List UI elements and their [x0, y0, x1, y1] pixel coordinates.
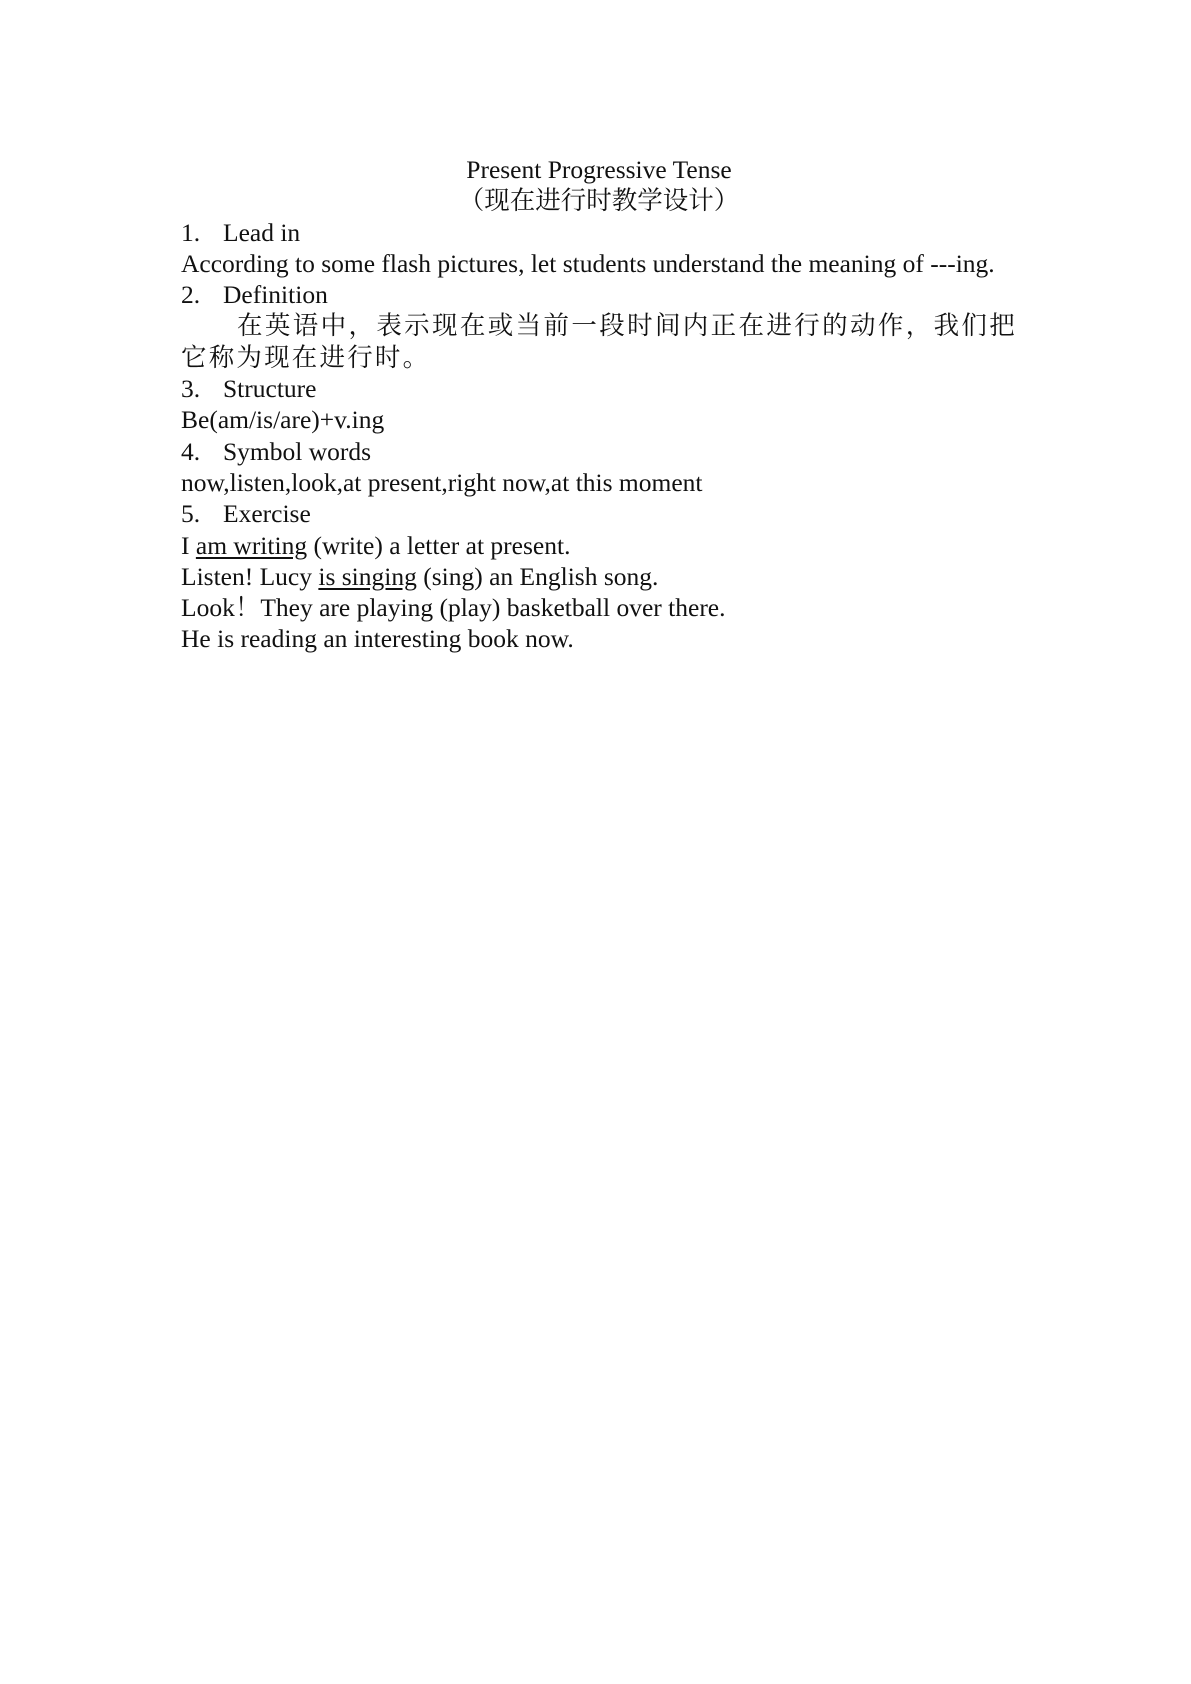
section-heading-exercise [181, 498, 1017, 529]
section-number: 4. [181, 436, 201, 466]
section-heading-text: Lead in [223, 217, 301, 247]
section-number: 2. [181, 280, 201, 310]
section-number: 3. [181, 374, 201, 404]
answer-underlined: am writing [195, 530, 308, 560]
section-number: 5. [181, 499, 201, 529]
sentence-text: Listen! Lucy [181, 561, 319, 591]
document-page [181, 154, 1017, 655]
definition-paragraph: 在英语中，表示现在或当前一段时间内正在进行的动作，我们把它称为现在进行时。 [181, 311, 1017, 372]
sentence-text: (sing) an English song. [416, 561, 659, 591]
structure-formula: Be(am/is/are)+v.ing [181, 405, 385, 435]
exercise-sentence-4: He is reading an interesting book now. [181, 624, 574, 654]
sentence-text: I [181, 530, 196, 560]
symbol-words-list: now,listen,look,at present,right now,at this moment [181, 467, 703, 497]
section-heading-text: Structure [223, 374, 317, 404]
exercise-sentence-1 [181, 530, 1017, 561]
section-heading-structure [181, 373, 1017, 404]
lead-in-paragraph: According to some flash pictures, let students understand the meaning of ---ing. [181, 248, 995, 278]
document-title: Present Progressive Tense [466, 155, 732, 184]
section-heading-lead-in [181, 217, 1017, 248]
exercise-sentence-3: Look！They are playing (play) basketball over there. [181, 593, 726, 623]
section-heading-definition [181, 279, 1017, 310]
section-heading-text: Exercise [223, 499, 311, 529]
document-subtitle: （现在进行时教学设计） [458, 186, 740, 216]
sentence-text: (write) a letter at present. [307, 530, 571, 560]
section-number: 1. [181, 217, 201, 247]
section-heading-symbol-words [181, 436, 1017, 467]
exercise-sentence-2 [181, 561, 1017, 592]
answer-underlined: is singing [318, 561, 417, 591]
title-block [181, 154, 1017, 217]
section-heading-text: Symbol words [223, 436, 372, 466]
section-heading-text: Definition [223, 280, 328, 310]
